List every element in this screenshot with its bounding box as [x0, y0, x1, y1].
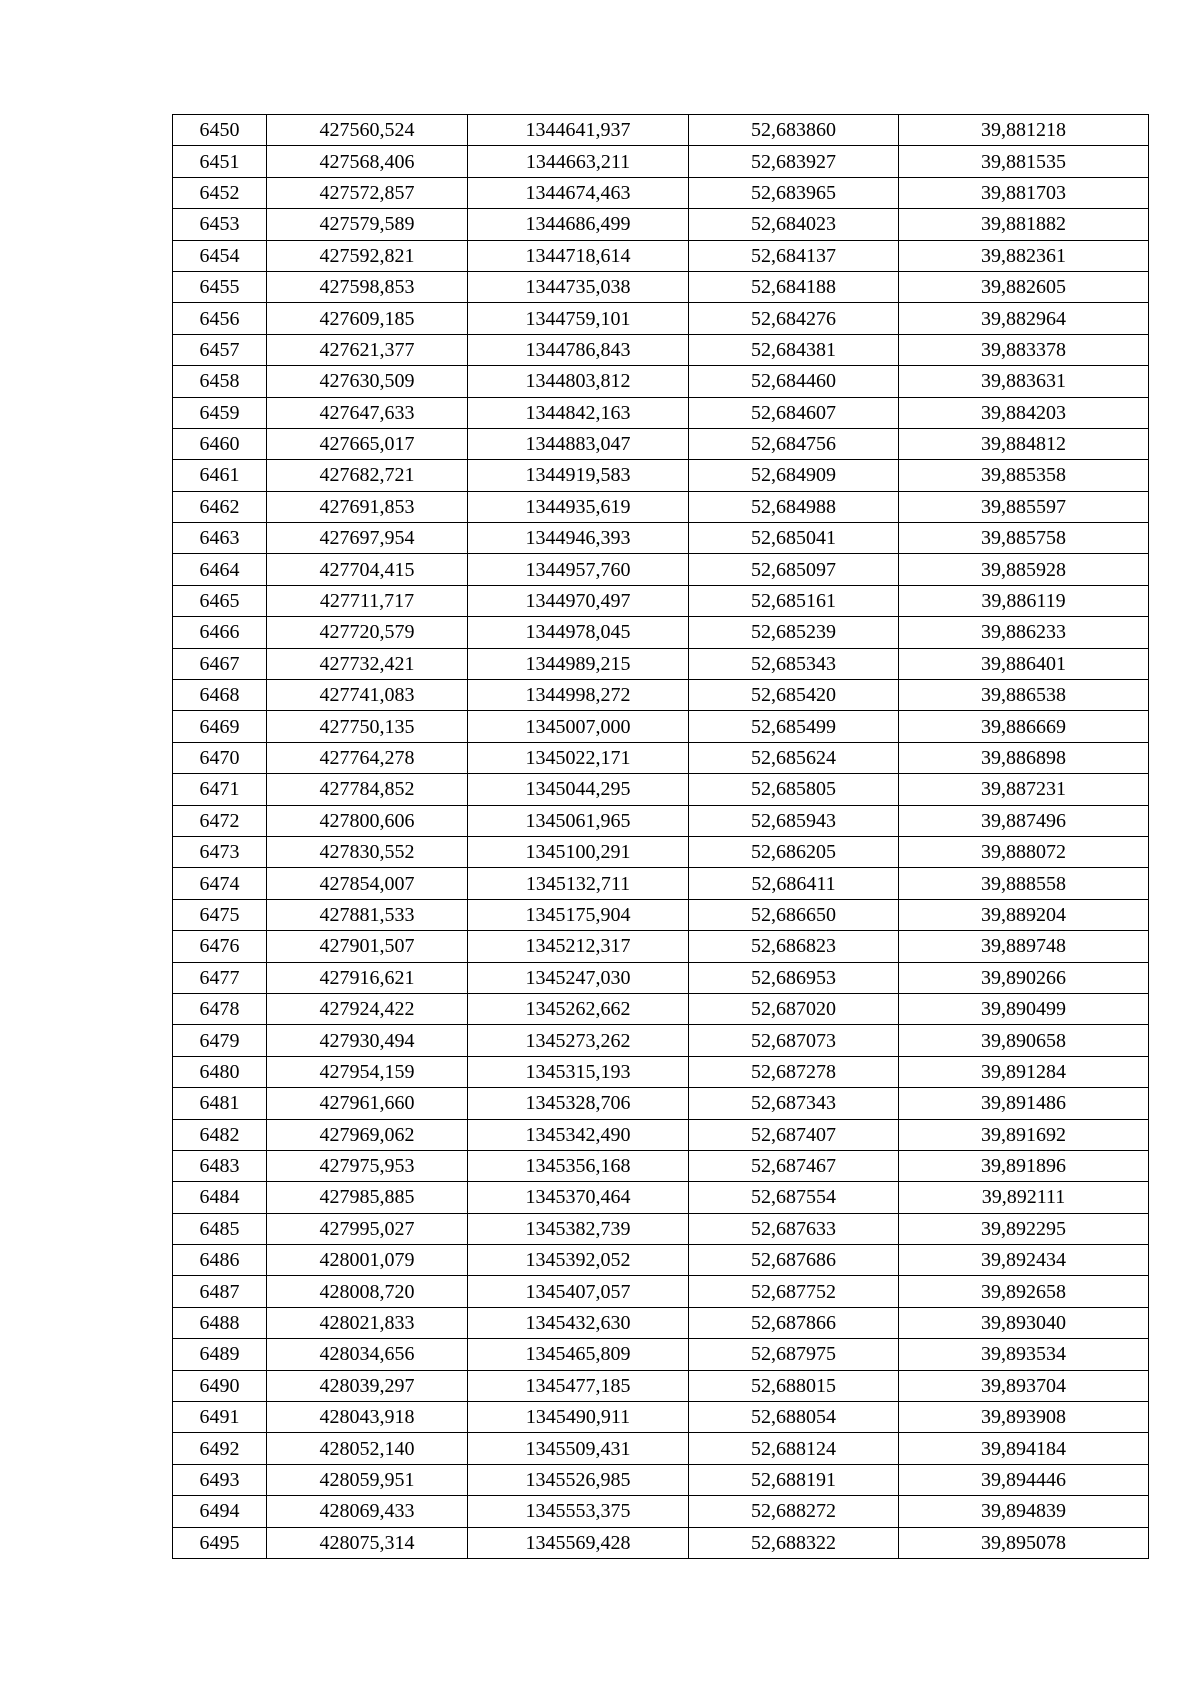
- latitude-cell: 52,684137: [689, 240, 899, 271]
- y-coordinate-cell: 1345370,464: [468, 1182, 689, 1213]
- table-row: [173, 617, 1149, 648]
- table-row: [173, 1025, 1149, 1056]
- table-row: [173, 1527, 1149, 1558]
- x-coordinate-cell: 427720,579: [267, 617, 468, 648]
- table-row: [173, 742, 1149, 773]
- y-coordinate-cell: 1344919,583: [468, 460, 689, 491]
- table-row: [173, 1496, 1149, 1527]
- point-number-cell: 6485: [173, 1213, 267, 1244]
- point-number-cell: 6464: [173, 554, 267, 585]
- point-number-cell: 6465: [173, 585, 267, 616]
- y-coordinate-cell: 1345007,000: [468, 711, 689, 742]
- table-row: [173, 240, 1149, 271]
- y-coordinate-cell: 1344883,047: [468, 428, 689, 459]
- x-coordinate-cell: 427916,621: [267, 962, 468, 993]
- longitude-cell: 39,894839: [899, 1496, 1149, 1527]
- latitude-cell: 52,685161: [689, 585, 899, 616]
- point-number-cell: 6475: [173, 899, 267, 930]
- point-number-cell: 6457: [173, 334, 267, 365]
- x-coordinate-cell: 428069,433: [267, 1496, 468, 1527]
- x-coordinate-cell: 427954,159: [267, 1056, 468, 1087]
- x-coordinate-cell: 427969,062: [267, 1119, 468, 1150]
- y-coordinate-cell: 1344686,499: [468, 209, 689, 240]
- x-coordinate-cell: 427764,278: [267, 742, 468, 773]
- point-number-cell: 6474: [173, 868, 267, 899]
- longitude-cell: 39,894446: [899, 1464, 1149, 1495]
- longitude-cell: 39,892295: [899, 1213, 1149, 1244]
- table-row: [173, 523, 1149, 554]
- y-coordinate-cell: 1344674,463: [468, 177, 689, 208]
- y-coordinate-cell: 1344842,163: [468, 397, 689, 428]
- x-coordinate-cell: 427881,533: [267, 899, 468, 930]
- table-row: [173, 1245, 1149, 1276]
- y-coordinate-cell: 1345392,052: [468, 1245, 689, 1276]
- table-row: [173, 711, 1149, 742]
- table-row: [173, 177, 1149, 208]
- x-coordinate-cell: 427647,633: [267, 397, 468, 428]
- latitude-cell: 52,686823: [689, 931, 899, 962]
- point-number-cell: 6491: [173, 1402, 267, 1433]
- latitude-cell: 52,684023: [689, 209, 899, 240]
- table-row: [173, 460, 1149, 491]
- y-coordinate-cell: 1344803,812: [468, 366, 689, 397]
- x-coordinate-cell: 427961,660: [267, 1088, 468, 1119]
- coordinates-table-body: [173, 115, 1149, 1559]
- point-number-cell: 6481: [173, 1088, 267, 1119]
- latitude-cell: 52,688054: [689, 1402, 899, 1433]
- y-coordinate-cell: 1345490,911: [468, 1402, 689, 1433]
- point-number-cell: 6489: [173, 1339, 267, 1370]
- x-coordinate-cell: 427732,421: [267, 648, 468, 679]
- x-coordinate-cell: 428039,297: [267, 1370, 468, 1401]
- longitude-cell: 39,884203: [899, 397, 1149, 428]
- table-row: [173, 1370, 1149, 1401]
- latitude-cell: 52,685097: [689, 554, 899, 585]
- x-coordinate-cell: 428059,951: [267, 1464, 468, 1495]
- latitude-cell: 52,684460: [689, 366, 899, 397]
- x-coordinate-cell: 427682,721: [267, 460, 468, 491]
- longitude-cell: 39,891284: [899, 1056, 1149, 1087]
- point-number-cell: 6473: [173, 836, 267, 867]
- longitude-cell: 39,895078: [899, 1527, 1149, 1558]
- x-coordinate-cell: 427560,524: [267, 115, 468, 146]
- table-row: [173, 146, 1149, 177]
- longitude-cell: 39,882964: [899, 303, 1149, 334]
- y-coordinate-cell: 1345132,711: [468, 868, 689, 899]
- table-row: [173, 115, 1149, 146]
- table-row: [173, 366, 1149, 397]
- latitude-cell: 52,685239: [689, 617, 899, 648]
- table-row: [173, 303, 1149, 334]
- coordinates-table: [172, 114, 1149, 1559]
- table-row: [173, 680, 1149, 711]
- longitude-cell: 39,885358: [899, 460, 1149, 491]
- table-row: [173, 1433, 1149, 1464]
- point-number-cell: 6453: [173, 209, 267, 240]
- x-coordinate-cell: 427975,953: [267, 1150, 468, 1181]
- point-number-cell: 6456: [173, 303, 267, 334]
- point-number-cell: 6494: [173, 1496, 267, 1527]
- y-coordinate-cell: 1344759,101: [468, 303, 689, 334]
- table-row: [173, 428, 1149, 459]
- y-coordinate-cell: 1345526,985: [468, 1464, 689, 1495]
- x-coordinate-cell: 427830,552: [267, 836, 468, 867]
- x-coordinate-cell: 427741,083: [267, 680, 468, 711]
- point-number-cell: 6459: [173, 397, 267, 428]
- longitude-cell: 39,886898: [899, 742, 1149, 773]
- x-coordinate-cell: 427691,853: [267, 491, 468, 522]
- longitude-cell: 39,890658: [899, 1025, 1149, 1056]
- table-row: [173, 209, 1149, 240]
- latitude-cell: 52,687278: [689, 1056, 899, 1087]
- point-number-cell: 6479: [173, 1025, 267, 1056]
- point-number-cell: 6462: [173, 491, 267, 522]
- x-coordinate-cell: 427784,852: [267, 774, 468, 805]
- x-coordinate-cell: 427711,717: [267, 585, 468, 616]
- longitude-cell: 39,884812: [899, 428, 1149, 459]
- latitude-cell: 52,687686: [689, 1245, 899, 1276]
- latitude-cell: 52,688015: [689, 1370, 899, 1401]
- y-coordinate-cell: 1345273,262: [468, 1025, 689, 1056]
- longitude-cell: 39,887231: [899, 774, 1149, 805]
- latitude-cell: 52,685343: [689, 648, 899, 679]
- point-number-cell: 6476: [173, 931, 267, 962]
- latitude-cell: 52,684276: [689, 303, 899, 334]
- longitude-cell: 39,889204: [899, 899, 1149, 930]
- latitude-cell: 52,687752: [689, 1276, 899, 1307]
- x-coordinate-cell: 427697,954: [267, 523, 468, 554]
- latitude-cell: 52,687073: [689, 1025, 899, 1056]
- point-number-cell: 6490: [173, 1370, 267, 1401]
- longitude-cell: 39,891486: [899, 1088, 1149, 1119]
- y-coordinate-cell: 1344718,614: [468, 240, 689, 271]
- y-coordinate-cell: 1344970,497: [468, 585, 689, 616]
- longitude-cell: 39,883378: [899, 334, 1149, 365]
- x-coordinate-cell: 427930,494: [267, 1025, 468, 1056]
- table-row: [173, 1088, 1149, 1119]
- x-coordinate-cell: 427995,027: [267, 1213, 468, 1244]
- latitude-cell: 52,686411: [689, 868, 899, 899]
- longitude-cell: 39,892111: [899, 1182, 1149, 1213]
- point-number-cell: 6480: [173, 1056, 267, 1087]
- y-coordinate-cell: 1345315,193: [468, 1056, 689, 1087]
- y-coordinate-cell: 1345262,662: [468, 993, 689, 1024]
- longitude-cell: 39,881218: [899, 115, 1149, 146]
- y-coordinate-cell: 1344663,211: [468, 146, 689, 177]
- y-coordinate-cell: 1345569,428: [468, 1527, 689, 1558]
- table-row: [173, 1150, 1149, 1181]
- table-row: [173, 271, 1149, 302]
- latitude-cell: 52,687633: [689, 1213, 899, 1244]
- y-coordinate-cell: 1345044,295: [468, 774, 689, 805]
- y-coordinate-cell: 1344998,272: [468, 680, 689, 711]
- longitude-cell: 39,893704: [899, 1370, 1149, 1401]
- x-coordinate-cell: 427568,406: [267, 146, 468, 177]
- latitude-cell: 52,687407: [689, 1119, 899, 1150]
- point-number-cell: 6460: [173, 428, 267, 459]
- y-coordinate-cell: 1344641,937: [468, 115, 689, 146]
- table-row: [173, 1402, 1149, 1433]
- y-coordinate-cell: 1344978,045: [468, 617, 689, 648]
- point-number-cell: 6477: [173, 962, 267, 993]
- point-number-cell: 6469: [173, 711, 267, 742]
- longitude-cell: 39,881703: [899, 177, 1149, 208]
- longitude-cell: 39,890266: [899, 962, 1149, 993]
- longitude-cell: 39,894184: [899, 1433, 1149, 1464]
- y-coordinate-cell: 1345022,171: [468, 742, 689, 773]
- latitude-cell: 52,687343: [689, 1088, 899, 1119]
- latitude-cell: 52,686953: [689, 962, 899, 993]
- longitude-cell: 39,881535: [899, 146, 1149, 177]
- table-row: [173, 931, 1149, 962]
- latitude-cell: 52,684909: [689, 460, 899, 491]
- longitude-cell: 39,885758: [899, 523, 1149, 554]
- table-row: [173, 1119, 1149, 1150]
- x-coordinate-cell: 427985,885: [267, 1182, 468, 1213]
- point-number-cell: 6461: [173, 460, 267, 491]
- latitude-cell: 52,686650: [689, 899, 899, 930]
- latitude-cell: 52,685499: [689, 711, 899, 742]
- y-coordinate-cell: 1345356,168: [468, 1150, 689, 1181]
- latitude-cell: 52,685041: [689, 523, 899, 554]
- point-number-cell: 6487: [173, 1276, 267, 1307]
- latitude-cell: 52,686205: [689, 836, 899, 867]
- point-number-cell: 6468: [173, 680, 267, 711]
- latitude-cell: 52,688272: [689, 1496, 899, 1527]
- y-coordinate-cell: 1344957,760: [468, 554, 689, 585]
- table-row: [173, 1276, 1149, 1307]
- point-number-cell: 6486: [173, 1245, 267, 1276]
- latitude-cell: 52,684607: [689, 397, 899, 428]
- latitude-cell: 52,687554: [689, 1182, 899, 1213]
- y-coordinate-cell: 1344946,393: [468, 523, 689, 554]
- x-coordinate-cell: 427630,509: [267, 366, 468, 397]
- x-coordinate-cell: 428021,833: [267, 1307, 468, 1338]
- x-coordinate-cell: 427579,589: [267, 209, 468, 240]
- x-coordinate-cell: 427609,185: [267, 303, 468, 334]
- x-coordinate-cell: 428043,918: [267, 1402, 468, 1433]
- point-number-cell: 6471: [173, 774, 267, 805]
- y-coordinate-cell: 1345342,490: [468, 1119, 689, 1150]
- y-coordinate-cell: 1345212,317: [468, 931, 689, 962]
- point-number-cell: 6495: [173, 1527, 267, 1558]
- table-row: [173, 868, 1149, 899]
- latitude-cell: 52,688124: [689, 1433, 899, 1464]
- longitude-cell: 39,883631: [899, 366, 1149, 397]
- latitude-cell: 52,684188: [689, 271, 899, 302]
- table-row: [173, 993, 1149, 1024]
- longitude-cell: 39,888072: [899, 836, 1149, 867]
- y-coordinate-cell: 1345382,739: [468, 1213, 689, 1244]
- latitude-cell: 52,684988: [689, 491, 899, 522]
- point-number-cell: 6455: [173, 271, 267, 302]
- latitude-cell: 52,685420: [689, 680, 899, 711]
- longitude-cell: 39,886669: [899, 711, 1149, 742]
- y-coordinate-cell: 1345061,965: [468, 805, 689, 836]
- y-coordinate-cell: 1345465,809: [468, 1339, 689, 1370]
- x-coordinate-cell: 427924,422: [267, 993, 468, 1024]
- longitude-cell: 39,887496: [899, 805, 1149, 836]
- longitude-cell: 39,891692: [899, 1119, 1149, 1150]
- x-coordinate-cell: 428034,656: [267, 1339, 468, 1370]
- point-number-cell: 6483: [173, 1150, 267, 1181]
- y-coordinate-cell: 1344735,038: [468, 271, 689, 302]
- table-row: [173, 554, 1149, 585]
- longitude-cell: 39,885928: [899, 554, 1149, 585]
- latitude-cell: 52,685805: [689, 774, 899, 805]
- x-coordinate-cell: 427854,007: [267, 868, 468, 899]
- x-coordinate-cell: 428075,314: [267, 1527, 468, 1558]
- y-coordinate-cell: 1345553,375: [468, 1496, 689, 1527]
- x-coordinate-cell: 427598,853: [267, 271, 468, 302]
- x-coordinate-cell: 427592,821: [267, 240, 468, 271]
- x-coordinate-cell: 428052,140: [267, 1433, 468, 1464]
- point-number-cell: 6470: [173, 742, 267, 773]
- x-coordinate-cell: 427704,415: [267, 554, 468, 585]
- table-row: [173, 334, 1149, 365]
- longitude-cell: 39,893908: [899, 1402, 1149, 1433]
- y-coordinate-cell: 1345407,057: [468, 1276, 689, 1307]
- latitude-cell: 52,685624: [689, 742, 899, 773]
- point-number-cell: 6466: [173, 617, 267, 648]
- latitude-cell: 52,687866: [689, 1307, 899, 1338]
- y-coordinate-cell: 1345175,904: [468, 899, 689, 930]
- latitude-cell: 52,683860: [689, 115, 899, 146]
- table-row: [173, 1307, 1149, 1338]
- point-number-cell: 6472: [173, 805, 267, 836]
- table-row: [173, 1213, 1149, 1244]
- table-row: [173, 648, 1149, 679]
- longitude-cell: 39,886538: [899, 680, 1149, 711]
- point-number-cell: 6492: [173, 1433, 267, 1464]
- longitude-cell: 39,891896: [899, 1150, 1149, 1181]
- table-row: [173, 899, 1149, 930]
- table-row: [173, 1464, 1149, 1495]
- latitude-cell: 52,687467: [689, 1150, 899, 1181]
- latitude-cell: 52,684756: [689, 428, 899, 459]
- longitude-cell: 39,892658: [899, 1276, 1149, 1307]
- point-number-cell: 6482: [173, 1119, 267, 1150]
- x-coordinate-cell: 427901,507: [267, 931, 468, 962]
- table-row: [173, 585, 1149, 616]
- y-coordinate-cell: 1345247,030: [468, 962, 689, 993]
- point-number-cell: 6493: [173, 1464, 267, 1495]
- latitude-cell: 52,683927: [689, 146, 899, 177]
- x-coordinate-cell: 427750,135: [267, 711, 468, 742]
- longitude-cell: 39,882605: [899, 271, 1149, 302]
- longitude-cell: 39,888558: [899, 868, 1149, 899]
- y-coordinate-cell: 1345100,291: [468, 836, 689, 867]
- x-coordinate-cell: 427572,857: [267, 177, 468, 208]
- y-coordinate-cell: 1344989,215: [468, 648, 689, 679]
- longitude-cell: 39,886119: [899, 585, 1149, 616]
- longitude-cell: 39,889748: [899, 931, 1149, 962]
- table-row: [173, 491, 1149, 522]
- y-coordinate-cell: 1345509,431: [468, 1433, 689, 1464]
- x-coordinate-cell: 427800,606: [267, 805, 468, 836]
- latitude-cell: 52,688322: [689, 1527, 899, 1558]
- longitude-cell: 39,892434: [899, 1245, 1149, 1276]
- point-number-cell: 6452: [173, 177, 267, 208]
- x-coordinate-cell: 427665,017: [267, 428, 468, 459]
- longitude-cell: 39,886233: [899, 617, 1149, 648]
- point-number-cell: 6451: [173, 146, 267, 177]
- point-number-cell: 6467: [173, 648, 267, 679]
- point-number-cell: 6450: [173, 115, 267, 146]
- table-row: [173, 805, 1149, 836]
- latitude-cell: 52,684381: [689, 334, 899, 365]
- point-number-cell: 6478: [173, 993, 267, 1024]
- y-coordinate-cell: 1345328,706: [468, 1088, 689, 1119]
- longitude-cell: 39,881882: [899, 209, 1149, 240]
- point-number-cell: 6454: [173, 240, 267, 271]
- table-row: [173, 1339, 1149, 1370]
- longitude-cell: 39,882361: [899, 240, 1149, 271]
- longitude-cell: 39,885597: [899, 491, 1149, 522]
- table-row: [173, 836, 1149, 867]
- point-number-cell: 6488: [173, 1307, 267, 1338]
- y-coordinate-cell: 1344935,619: [468, 491, 689, 522]
- table-row: [173, 397, 1149, 428]
- latitude-cell: 52,687020: [689, 993, 899, 1024]
- longitude-cell: 39,893040: [899, 1307, 1149, 1338]
- point-number-cell: 6463: [173, 523, 267, 554]
- latitude-cell: 52,685943: [689, 805, 899, 836]
- longitude-cell: 39,893534: [899, 1339, 1149, 1370]
- latitude-cell: 52,687975: [689, 1339, 899, 1370]
- x-coordinate-cell: 427621,377: [267, 334, 468, 365]
- longitude-cell: 39,890499: [899, 993, 1149, 1024]
- table-row: [173, 1056, 1149, 1087]
- point-number-cell: 6458: [173, 366, 267, 397]
- table-row: [173, 774, 1149, 805]
- table-row: [173, 1182, 1149, 1213]
- table-row: [173, 962, 1149, 993]
- longitude-cell: 39,886401: [899, 648, 1149, 679]
- latitude-cell: 52,688191: [689, 1464, 899, 1495]
- x-coordinate-cell: 428001,079: [267, 1245, 468, 1276]
- latitude-cell: 52,683965: [689, 177, 899, 208]
- y-coordinate-cell: 1345477,185: [468, 1370, 689, 1401]
- x-coordinate-cell: 428008,720: [267, 1276, 468, 1307]
- y-coordinate-cell: 1344786,843: [468, 334, 689, 365]
- y-coordinate-cell: 1345432,630: [468, 1307, 689, 1338]
- point-number-cell: 6484: [173, 1182, 267, 1213]
